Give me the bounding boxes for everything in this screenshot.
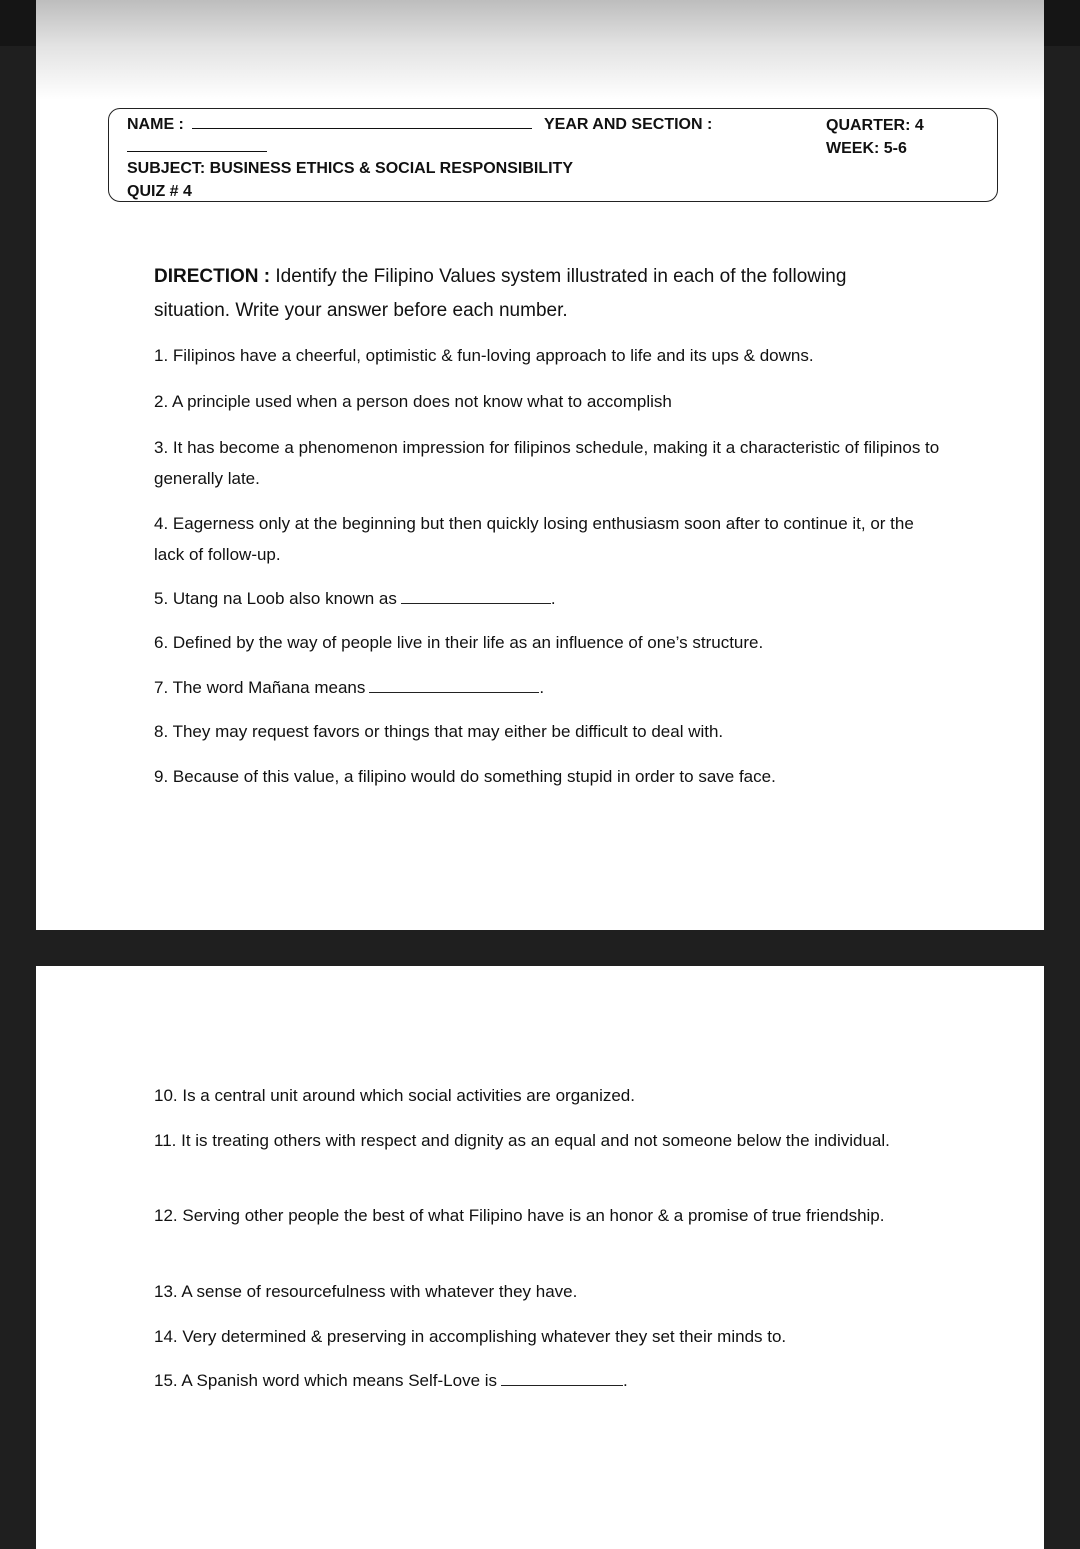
direction-label: DIRECTION : [154,266,271,287]
quarter-label: QUARTER: 4 [826,117,924,134]
direction-text: Identify the Filipino Values system illustrated in each of the following situation. Write your answer before each number. [154,266,847,321]
question-item-7: 7. The word Mañana means . [154,678,545,697]
quiz-label: QUIZ # 4 [127,183,192,200]
subject-label: SUBJECT: BUSINESS ETHICS & SOCIAL RESPONSIBILITY [127,160,573,177]
name-row [127,116,532,134]
name-label: NAME : [127,116,184,133]
question-item-14: 14. Very determined & preserving in accomplishing whatever they set their minds to. [154,1327,787,1346]
answer-blank [401,589,551,604]
question-item-1: 1. Filipinos have a cheerful, optimistic & fun-loving approach to life and its ups & downs. [154,346,814,365]
week-label: WEEK: 5-6 [826,140,907,157]
document-page-2 [36,966,1044,1549]
question-item-12: 12. Serving other people the best of what Filipino have is an honor & a promise of true friendship. [154,1206,885,1225]
question-item-11: 11. It is treating others with respect and dignity as an equal and not someone below the individual. [154,1131,890,1150]
document-page-1 [36,0,1044,930]
year-section-line [127,139,267,152]
answer-blank [501,1371,623,1386]
question-item-8: 8. They may request favors or things that may either be difficult to deal with. [154,722,724,741]
question-item-4: 4. Eagerness only at the beginning but then quickly losing enthusiasm soon after to continue it, or the lack of follow-up. [154,514,914,564]
page-top-shadow [36,0,1044,100]
answer-blank [369,678,539,693]
question-item-6: 6. Defined by the way of people live in their life as an influence of one’s structure. [154,633,764,652]
header-box [108,108,998,202]
question-item-3: 3. It has become a phenomenon impression for filipinos schedule, making it a characteristic of filipinos to generally late. [154,438,940,488]
question-item-9: 9. Because of this value, a filipino would do something stupid in order to save face. [154,767,776,786]
year-section-line-row [127,139,267,157]
name-line [192,116,532,129]
question-item-2: 2. A principle used when a person does not know what to accomplish [154,392,672,411]
question-item-13: 13. A sense of resourcefulness with whatever they have. [154,1282,578,1301]
question-item-15: 15. A Spanish word which means Self-Love is . [154,1371,628,1390]
year-section-label: YEAR AND SECTION : [544,116,713,133]
question-item-10: 10. Is a central unit around which social activities are organized. [154,1086,635,1105]
direction [154,260,914,328]
question-item-5: 5. Utang na Loob also known as . [154,589,556,608]
